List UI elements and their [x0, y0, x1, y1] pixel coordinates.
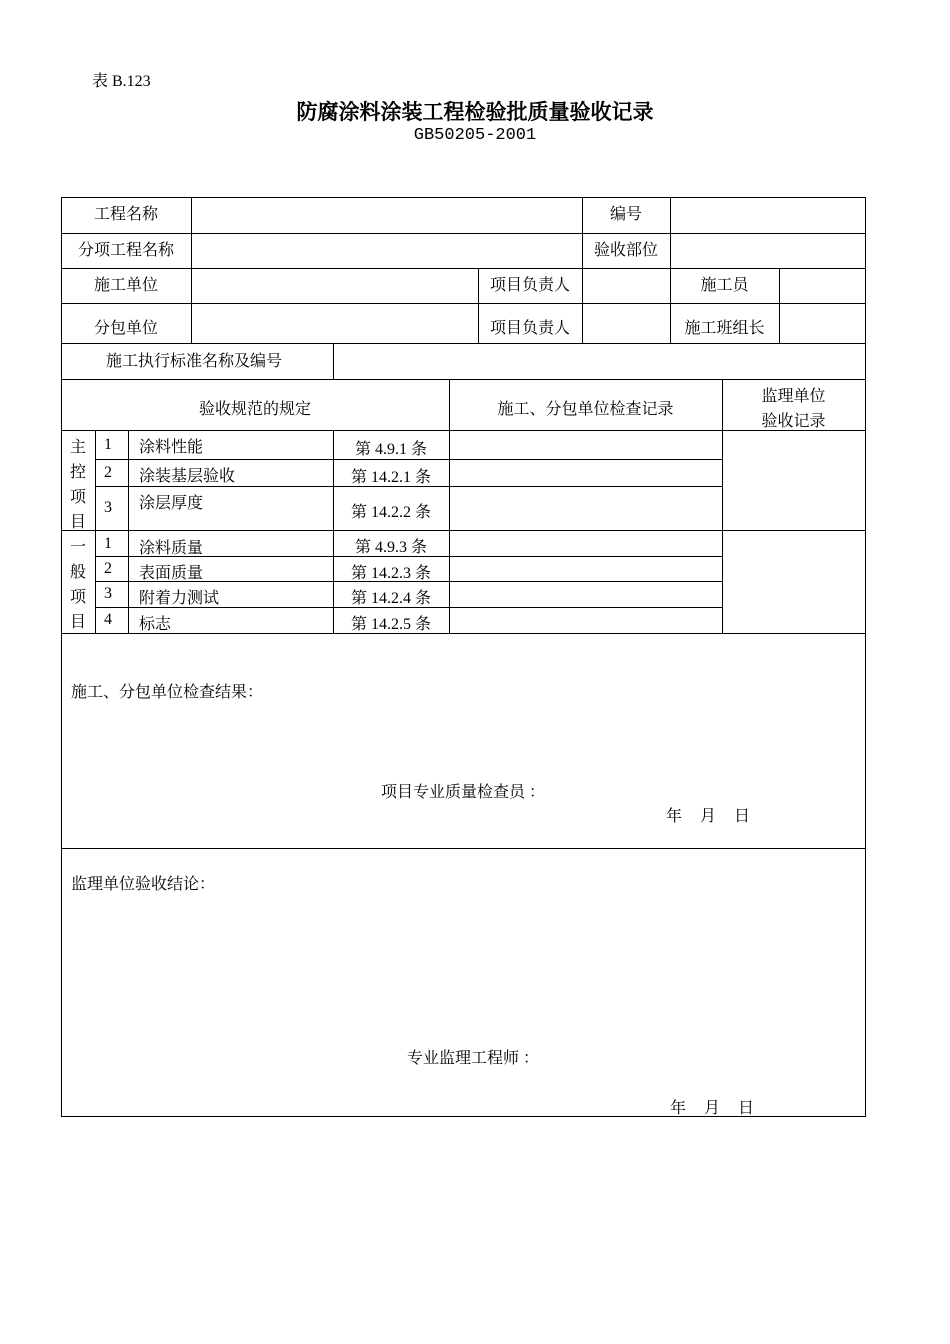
main-item-check-field[interactable]: [450, 460, 721, 486]
standard-field[interactable]: [334, 344, 864, 379]
date-month: 月: [704, 1100, 721, 1117]
general-item-check-field[interactable]: [450, 531, 721, 556]
general-item-name: 表面质量: [139, 565, 204, 582]
acceptance-part-field[interactable]: [671, 234, 864, 268]
general-items-supervision-field[interactable]: [723, 531, 864, 633]
project-name-label: 工程名称: [93, 206, 158, 223]
subcontractor-label: 分包单位: [93, 320, 158, 337]
main-item-clause: 第 4.9.1 条: [354, 441, 427, 458]
project-name-field[interactable]: [192, 198, 581, 232]
main-item-check-field[interactable]: [450, 431, 721, 459]
main-item-check-field[interactable]: [450, 487, 721, 530]
general-item-name: 涂料质量: [139, 540, 204, 557]
inspector-label: 项目专业质量检查员 ：: [381, 784, 546, 801]
serial-field[interactable]: [671, 198, 864, 232]
project-manager-field[interactable]: [583, 269, 669, 303]
page-title: 防腐涂料涂装工程检验批质量验收记录: [296, 100, 654, 124]
main-items-label-char: 目: [69, 514, 86, 531]
constructor-field[interactable]: [780, 269, 864, 303]
team-leader-field[interactable]: [780, 304, 864, 343]
table-number: 表 B.123: [92, 73, 151, 90]
main-items-label-char: 控: [69, 464, 86, 481]
date-day: 日: [734, 808, 751, 825]
general-item-no: 2: [104, 560, 112, 577]
main-item-clause: 第 14.2.2 条: [350, 504, 431, 521]
standard-code: GB50205-2001: [413, 126, 537, 145]
supervision-header-line1: 监理单位: [761, 388, 826, 405]
sub-project-manager-label: 项目负责人: [489, 320, 570, 337]
general-item-no: 3: [104, 585, 112, 602]
date-year: 年: [670, 1100, 687, 1117]
general-item-clause: 第 14.2.4 条: [350, 590, 431, 607]
general-item-check-field[interactable]: [450, 608, 721, 633]
general-items-label-char: 目: [69, 614, 86, 631]
general-items-label-char: 项: [69, 589, 86, 606]
engineer-label: 专业监理工程师 ：: [407, 1050, 540, 1067]
main-items-label-char: 主: [69, 439, 86, 456]
conclusion-label: 监理单位验收结论：: [71, 876, 216, 893]
constructor-label: 施工员: [700, 277, 749, 294]
date-month: 月: [700, 808, 717, 825]
project-manager-label: 项目负责人: [489, 277, 570, 294]
main-item-no: 2: [104, 464, 112, 481]
main-item-no: 1: [104, 436, 112, 453]
standard-label: 施工执行标准名称及编号: [106, 353, 283, 370]
check-result-label: 施工、分包单位检查结果：: [71, 684, 264, 701]
sub-project-label: 分项工程名称: [77, 242, 174, 259]
main-item-name: 涂料性能: [139, 439, 204, 456]
main-items-label-char: 项: [69, 489, 86, 506]
main-item-no: 3: [104, 499, 112, 516]
serial-label: 编号: [609, 206, 642, 223]
date-year: 年: [666, 808, 683, 825]
general-item-no: 1: [104, 535, 112, 552]
main-item-name: 涂装基层验收: [139, 468, 236, 485]
general-item-name: 标志: [139, 616, 172, 633]
general-item-check-field[interactable]: [450, 557, 721, 581]
general-items-label-char: 一: [69, 539, 86, 556]
sub-project-manager-field[interactable]: [583, 304, 669, 343]
general-item-clause: 第 14.2.3 条: [350, 565, 431, 582]
acceptance-part-label: 验收部位: [593, 242, 658, 259]
date-day: 日: [738, 1100, 755, 1117]
team-leader-label: 施工班组长: [684, 320, 765, 337]
main-item-name: 涂层厚度: [139, 495, 204, 512]
contractor-field[interactable]: [192, 269, 477, 303]
main-item-clause: 第 14.2.1 条: [350, 469, 431, 486]
general-items-label-char: 般: [69, 564, 86, 581]
general-item-clause: 第 14.2.5 条: [350, 616, 431, 633]
contractor-label: 施工单位: [93, 277, 158, 294]
general-item-no: 4: [104, 611, 112, 628]
sub-project-field[interactable]: [192, 234, 581, 268]
supervision-header-line2: 验收记录: [761, 413, 826, 430]
general-item-check-field[interactable]: [450, 582, 721, 607]
spec-header: 验收规范的规定: [198, 401, 311, 418]
subcontractor-field[interactable]: [192, 304, 477, 343]
check-record-header: 施工、分包单位检查记录: [497, 401, 674, 418]
general-item-clause: 第 4.9.3 条: [354, 539, 427, 556]
general-item-name: 附着力测试: [139, 590, 220, 607]
main-items-supervision-field[interactable]: [723, 431, 864, 530]
